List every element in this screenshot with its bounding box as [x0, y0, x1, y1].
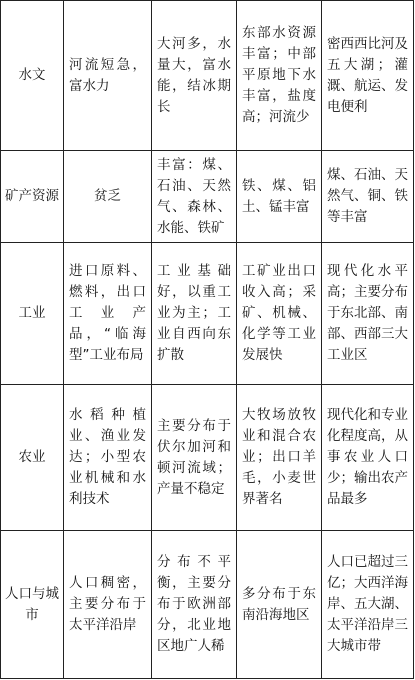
table-cell: 丰富：煤、石油、天然气、森林、水能、铁矿 — [152, 151, 237, 243]
table-cell: 多分布于东南沿海地区 — [237, 531, 322, 679]
table-cell: 人口已超过三亿；大西洋海岸、五大湖、太平洋沿岸三大城市带 — [322, 531, 414, 679]
row-header-population: 人口与城市 — [1, 531, 64, 679]
table-cell: 贫乏 — [64, 151, 152, 243]
table-cell: 水稻种植业、渔业发达；小型农业机械和水利技术 — [64, 385, 152, 531]
row-header-minerals: 矿产资源 — [1, 151, 64, 243]
table-row-hydrology — [1, 1, 414, 151]
table-cell: 煤、石油、天然气、铜、铁等丰富 — [322, 151, 414, 243]
table-cell: 主要分布于伏尔加河和顿河流域；产量不稳定 — [152, 385, 237, 531]
table-row-industry — [1, 243, 414, 385]
row-header-agriculture: 农业 — [1, 385, 64, 531]
table-cell: 现代化和专业化程度高，从事农业人口少；输出农产品最多 — [322, 385, 414, 531]
table-cell: 现代化水平高；主要分布于东北部、南部、西部三大工业区 — [322, 243, 414, 385]
row-header-hydrology: 水文 — [1, 1, 64, 151]
table-cell: 东部水资源丰富；中部平原地下水丰富，盐度高；河流少 — [237, 1, 322, 151]
table-cell: 工矿业出口收入高；采矿、机械、化学等工业发展快 — [237, 243, 322, 385]
table-cell: 大河多，水量大，富水能，结冰期长 — [152, 1, 237, 151]
table-row-minerals — [1, 151, 414, 243]
table-cell: 密西西比河及五大湖；灌溉、航运、发电便利 — [322, 1, 414, 151]
table-cell: 分布不平衡，主要分布于欧洲部分，北业地区地广人稀 — [152, 531, 237, 679]
table-cell: 大牧场放牧业和混合农业；出口羊毛，小麦世界著名 — [237, 385, 322, 531]
table-cell: 铁、煤、铝土、锰丰富 — [237, 151, 322, 243]
table-row-agriculture — [1, 385, 414, 531]
table-row-population — [1, 531, 414, 679]
table-cell: 工业基础好，以重工业为主；工业自西向东扩散 — [152, 243, 237, 385]
table-cell: 人口稠密，主要分布于太平洋沿岸 — [64, 531, 152, 679]
row-header-industry: 工业 — [1, 243, 64, 385]
table-cell: 河流短急，富水力 — [64, 1, 152, 151]
table-cell: 进口原料、燃料，出口工业产品，“临海型”工业布局 — [64, 243, 152, 385]
